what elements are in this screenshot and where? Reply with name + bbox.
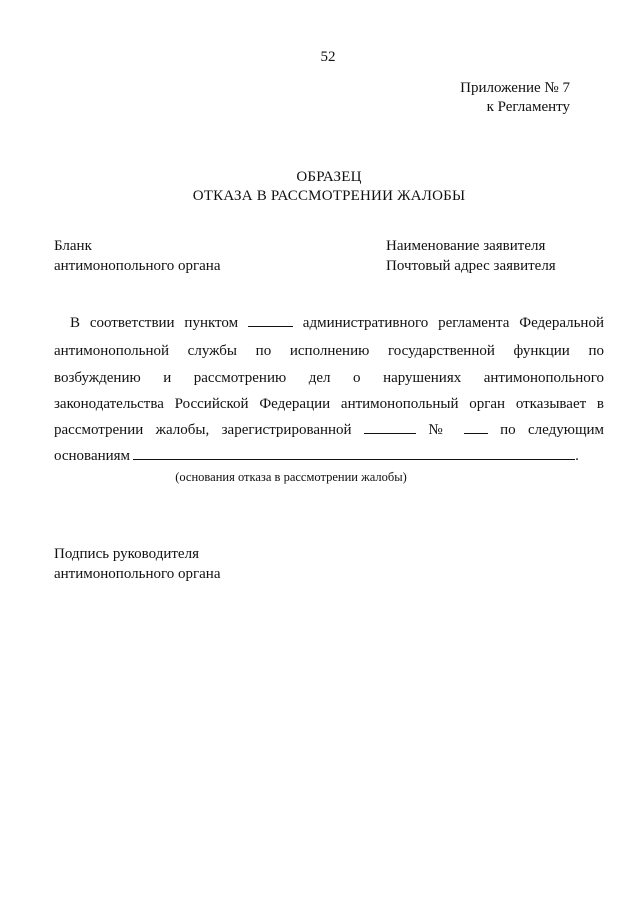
appendix-note — [430, 79, 570, 117]
body-line-4 — [54, 394, 604, 414]
clause-number-blank — [248, 313, 293, 327]
registration-date-blank — [364, 420, 416, 434]
grounds-caption: (основания отказа в рассмотрении жалобы) — [175, 470, 407, 484]
registration-number-blank — [464, 420, 488, 434]
body-text: В соответствии пунктом — [70, 315, 239, 331]
body-line-2 — [54, 341, 604, 361]
body-text: рассмотрении жалобы, зарегистрированной — [54, 422, 352, 438]
appendix-line-1: Приложение № 7 — [460, 80, 570, 96]
body-line-6 — [54, 446, 604, 466]
signature-block — [54, 544, 221, 584]
authority-letterhead-block — [54, 236, 221, 276]
body-text: основаниям — [54, 448, 131, 464]
applicant-address-block — [386, 236, 556, 276]
body-line-5 — [54, 420, 604, 440]
appendix-line-2: к Регламенту — [486, 99, 570, 115]
body-text: антимонопольной службы по исполнению государственной функции по — [54, 343, 604, 359]
applicant-name-label: Наименование заявителя — [386, 238, 546, 254]
number-sign: № — [428, 422, 452, 438]
grounds-blank — [133, 446, 575, 460]
body-line-1 — [54, 313, 604, 333]
title-line-2: ОТКАЗА В РАССМОТРЕНИИ ЖАЛОБЫ — [192, 188, 466, 204]
signature-line-1: Подпись руководителя — [54, 546, 199, 562]
line-end-period: . — [575, 448, 579, 464]
applicant-address-label: Почтовый адрес заявителя — [386, 258, 556, 274]
letterhead-line-1: Бланк — [54, 238, 92, 254]
signature-line-2: антимонопольного органа — [54, 566, 221, 582]
body-text: по следующим — [500, 422, 605, 438]
letterhead-line-2: антимонопольного органа — [54, 258, 221, 274]
body-text: возбуждению и рассмотрению дел о нарушениях антимонопольного — [54, 370, 604, 386]
title-line-1: ОБРАЗЕЦ — [296, 169, 362, 185]
body-text: законодательства Российской Федерации антимонопольный орган отказывает в — [54, 396, 604, 412]
page-number: 52 — [320, 49, 336, 65]
body-line-3 — [54, 368, 604, 388]
document-title — [0, 168, 640, 206]
body-text: административного регламента Федеральной — [302, 315, 604, 331]
